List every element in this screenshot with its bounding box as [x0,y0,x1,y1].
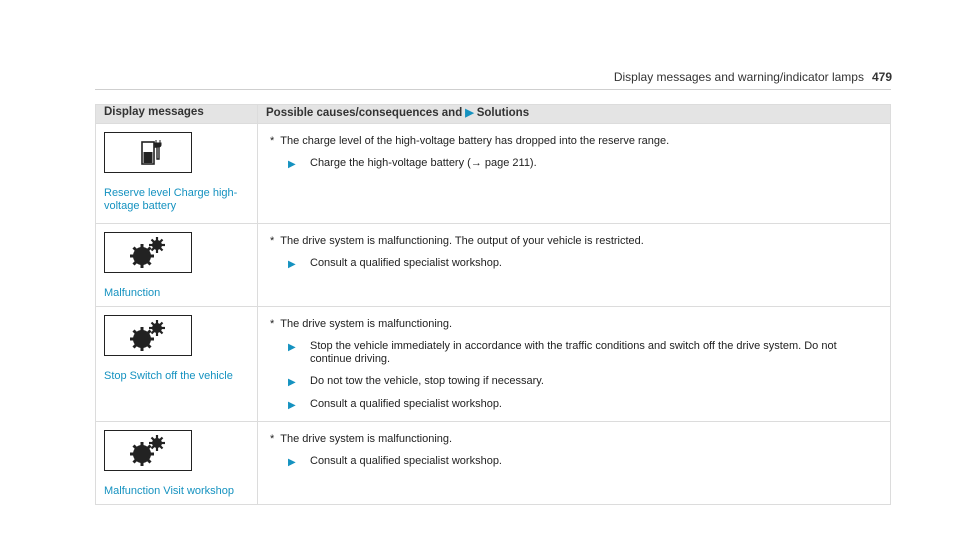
column-header-display-messages: Display messages [96,105,258,124]
cause-text: * The drive system is malfunctioning. [270,318,453,330]
solution-cell [258,224,891,307]
arrow-icon: ▶ [288,342,296,353]
solution-item: ▶ Charge the high-voltage battery (→ page 211). [288,157,537,170]
solution-item: ▶ Do not tow the vehicle, stop towing if necessary. [288,375,544,388]
table-row [96,124,891,224]
solution-item: ▶ Consult a qualified specialist workshop. [288,398,502,411]
table-header-row [96,105,891,124]
star-marker: * [270,235,275,247]
message-cell [96,307,258,422]
arrow-icon: ▶ [288,159,296,170]
solution-item: ▶ Stop the vehicle immediately in accordance with the traffic conditions and switch off the drive system. Do not continue driving. [288,340,837,365]
message-cell [96,224,258,307]
message-label: Stop Switch off the vehicle [104,370,233,382]
message-cell [96,124,258,224]
arrow-icon: ▶ [288,457,296,468]
cause-text: * The charge level of the high-voltage battery has dropped into the reserve range. [270,135,670,147]
solution-cell [258,422,891,505]
arrow-icon: ▶ [288,259,296,270]
battery-charge-icon [104,132,192,173]
gears-icon [104,430,192,471]
gears-icon [104,315,192,356]
gears-icon [104,232,192,273]
solution-cell [258,307,891,422]
table-row [96,224,891,307]
message-cell [96,422,258,505]
header-title: Display messages and warning/indicator lamps [613,70,864,84]
solution-item: ▶ Consult a qualified specialist workshop. [288,257,502,270]
table-row [96,422,891,505]
page-number: 479 [871,70,892,84]
cause-text: * The drive system is malfunctioning. [270,433,453,445]
page-header [614,70,892,84]
arrow-icon: ▶ [465,107,474,119]
column-header-causes: Possible causes/consequences and [266,107,463,119]
table-row [96,307,891,422]
arrow-icon: ▶ [288,377,296,388]
solution-cell [258,124,891,224]
solution-item: ▶ Consult a qualified specialist workshop. [288,455,502,468]
star-marker: * [270,433,275,445]
cause-text: * The drive system is malfunctioning. The output of your vehicle is restricted. [270,235,644,247]
arrow-icon: ▶ [288,400,296,411]
star-marker: * [270,135,275,147]
header-rule [95,89,891,90]
star-marker: * [270,318,275,330]
message-label: Malfunction Visit workshop [104,485,235,497]
display-messages-table [95,104,891,505]
column-header-causes-solutions [258,105,891,124]
message-label: Reserve level Charge high-voltage battery [104,187,238,212]
message-label: Malfunction [104,287,161,299]
column-header-solutions: Solutions [476,107,530,119]
